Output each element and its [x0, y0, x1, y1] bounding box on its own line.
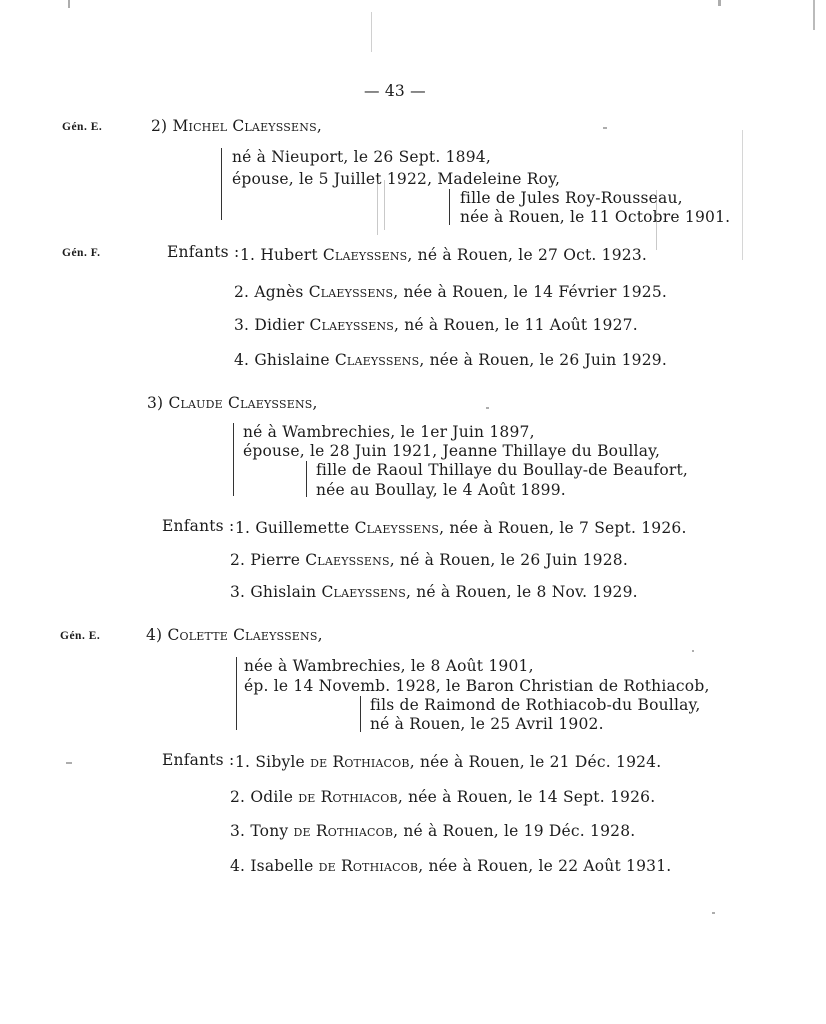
child-entry	[234, 316, 638, 334]
child-surname: Claeyssens	[354, 519, 440, 537]
child-surname: Claeyssens	[308, 283, 394, 301]
child-entry	[235, 519, 687, 537]
child-surname: Claeyssens	[322, 246, 408, 264]
child-surname: de Rothiacob	[293, 822, 394, 840]
scan-artifact	[377, 180, 378, 235]
child-first-name: Tony	[250, 822, 289, 840]
child-first-name: Agnès	[254, 283, 304, 301]
child-number: 3.	[234, 316, 250, 334]
bracket-line	[449, 189, 450, 225]
detail-line: épouse, le 5 Juillet 1922, Madeleine Roy,	[232, 170, 561, 188]
child-first-name: Hubert	[260, 246, 318, 264]
spouse-detail-line: née à Rouen, le 11 Octobre 1901.	[460, 208, 731, 226]
child-surname: Claeyssens	[334, 351, 420, 369]
surname: Claeyssens,	[228, 394, 318, 412]
child-first-name: Sibyle	[255, 753, 305, 771]
scan-artifact	[742, 130, 743, 260]
bracket-line	[233, 423, 234, 496]
detail-line: ép. le 14 Novemb. 1928, le Baron Christian de Rothiacob,	[244, 677, 710, 695]
child-entry	[230, 788, 655, 806]
child-first-name: Guillemette	[255, 519, 350, 537]
scan-artifact	[692, 650, 694, 652]
scan-artifact	[66, 762, 72, 764]
detail-line: né à Wambrechies, le 1er Juin 1897,	[243, 423, 535, 441]
bracket-line	[306, 461, 307, 497]
child-number: 1.	[240, 246, 256, 264]
child-text: , née à Rouen, le 22 Août 1931.	[418, 857, 672, 875]
child-first-name: Didier	[254, 316, 305, 334]
child-text: , né à Rouen, le 19 Déc. 1928.	[393, 822, 636, 840]
person-heading	[147, 394, 318, 412]
child-number: 2.	[234, 283, 250, 301]
bracket-line	[360, 696, 361, 732]
first-name: Colette	[167, 626, 228, 644]
child-number: 4.	[230, 857, 246, 875]
child-entry	[230, 583, 638, 601]
child-surname: Claeyssens	[305, 551, 390, 569]
detail-line: né à Nieuport, le 26 Sept. 1894,	[232, 148, 491, 166]
entry-number: 4)	[146, 626, 163, 644]
child-number: 2.	[230, 551, 246, 569]
detail-line: épouse, le 28 Juin 1921, Jeanne Thillaye du Boullay,	[243, 442, 661, 460]
scan-artifact	[68, 0, 70, 8]
child-entry	[240, 246, 647, 264]
child-entry	[234, 283, 667, 301]
child-entry	[234, 351, 667, 369]
child-first-name: Isabelle	[250, 857, 314, 875]
children-label: Enfants :	[162, 751, 235, 769]
child-text: , née à Rouen, le 26 Juin 1929.	[419, 351, 667, 369]
spouse-detail-line: fille de Raoul Thillaye du Boullay-de Beaufort,	[316, 461, 689, 479]
person-heading	[146, 626, 323, 644]
generation-label: Gén. F.	[62, 247, 101, 259]
child-text: , né à Rouen, le 11 Août 1927.	[394, 316, 638, 334]
child-first-name: Pierre	[250, 551, 301, 569]
scan-artifact	[603, 127, 607, 129]
person-heading	[151, 117, 322, 135]
spouse-detail-line: fille de Jules Roy-Rousseau,	[460, 189, 683, 207]
child-first-name: Odile	[250, 788, 294, 806]
child-surname: Claeyssens	[321, 583, 406, 601]
scan-artifact	[384, 180, 385, 230]
generation-label: Gén. E.	[62, 121, 103, 133]
child-number: 3.	[230, 583, 246, 601]
scan-artifact	[371, 12, 372, 52]
bracket-line	[236, 657, 237, 730]
children-label: Enfants :	[167, 243, 240, 261]
child-first-name: Ghislain	[250, 583, 317, 601]
detail-line: née à Wambrechies, le 8 Août 1901,	[244, 657, 534, 675]
child-text: , né à Rouen, le 26 Juin 1928.	[389, 551, 628, 569]
child-text: , née à Rouen, le 14 Février 1925.	[393, 283, 668, 301]
surname: Claeyssens,	[233, 626, 323, 644]
child-entry	[230, 551, 628, 569]
child-surname: de Rothiacob	[298, 788, 398, 806]
first-name: Michel	[172, 117, 228, 135]
children-label: Enfants :	[162, 517, 235, 535]
spouse-detail-line: né à Rouen, le 25 Avril 1902.	[370, 715, 604, 733]
child-number: 4.	[234, 351, 250, 369]
spouse-detail-line: fils de Raimond de Rothiacob-du Boullay,	[370, 696, 701, 714]
spouse-detail-line: née au Boullay, le 4 Août 1899.	[316, 481, 566, 499]
child-surname: de Rothiacob	[318, 857, 419, 875]
surname: Claeyssens,	[232, 117, 322, 135]
child-number: 3.	[230, 822, 246, 840]
child-text: , née à Rouen, le 7 Sept. 1926.	[439, 519, 687, 537]
child-text: , née à Rouen, le 14 Sept. 1926.	[397, 788, 656, 806]
child-entry	[230, 822, 635, 840]
child-text: , née à Rouen, le 21 Déc. 1924.	[409, 753, 662, 771]
child-number: 1.	[235, 753, 251, 771]
child-surname: Claeyssens	[309, 316, 394, 334]
child-text: , né à Rouen, le 8 Nov. 1929.	[405, 583, 638, 601]
bracket-line	[221, 148, 222, 220]
entry-number: 2)	[151, 117, 168, 135]
child-first-name: Ghislaine	[254, 351, 330, 369]
child-surname: de Rothiacob	[310, 753, 410, 771]
scan-artifact	[712, 912, 715, 914]
page-number: — 43 —	[364, 82, 426, 100]
child-number: 2.	[230, 788, 246, 806]
first-name: Claude	[168, 394, 223, 412]
child-entry	[235, 753, 661, 771]
child-number: 1.	[235, 519, 251, 537]
entry-number: 3)	[147, 394, 164, 412]
scan-artifact	[656, 190, 657, 250]
scan-artifact	[718, 0, 721, 6]
child-entry	[230, 857, 671, 875]
generation-label: Gén. E.	[60, 630, 101, 642]
child-text: , né à Rouen, le 27 Oct. 1923.	[407, 246, 648, 264]
scan-artifact	[813, 0, 815, 30]
scan-artifact	[486, 407, 489, 409]
